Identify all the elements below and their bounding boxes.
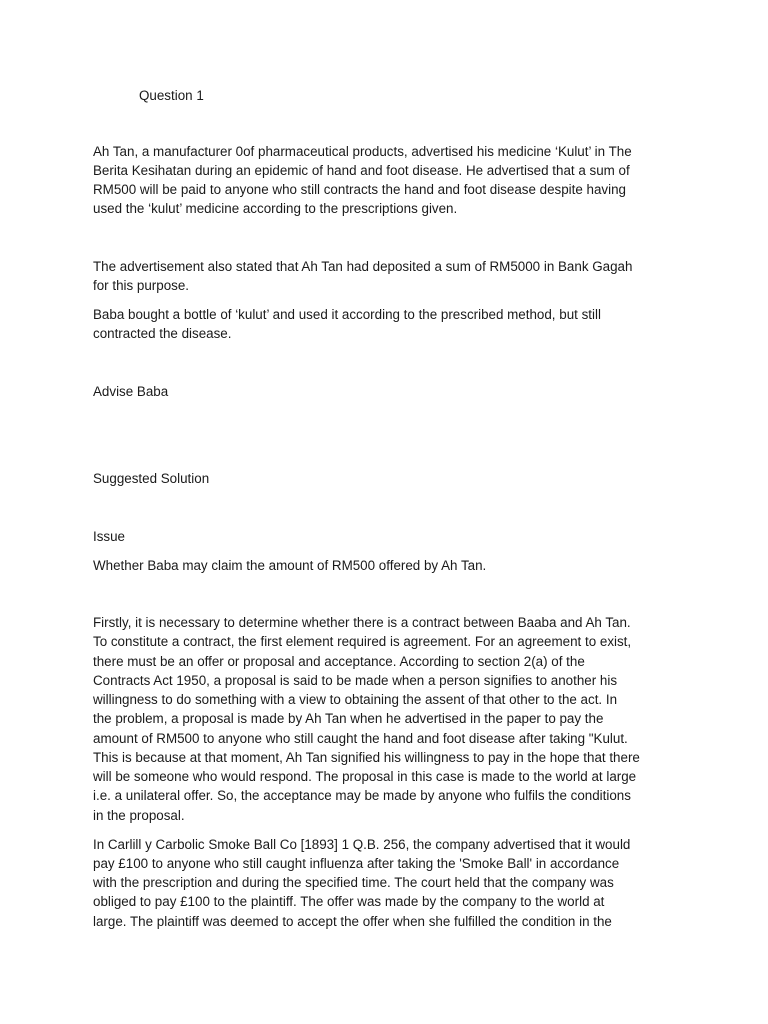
issue-text: Whether Baba may claim the amount of RM500 offered by Ah Tan.	[93, 558, 487, 573]
para2-line: The advertisement also stated that Ah Tan had deposited a sum of RM5000 in Bank Gagah	[93, 259, 633, 274]
para4-line: willingness to do something with a view to obtaining the assent of that other to the act. In	[93, 692, 618, 707]
para5-line: large. The plaintiff was deemed to accept the offer when she fulfilled the condition in the	[93, 914, 612, 929]
question-title: Question 1	[139, 88, 204, 103]
para1-line: used the ‘kulut’ medicine according to the prescriptions given.	[93, 201, 458, 216]
para5-line: In Carlill y Carbolic Smoke Ball Co [1893] 1 Q.B. 256, the company advertised that it would	[93, 837, 631, 852]
para3-line: contracted the disease.	[93, 326, 232, 341]
para4-line: Firstly, it is necessary to determine whether there is a contract between Baaba and Ah Tan.	[93, 615, 631, 630]
advise-text: Advise Baba	[93, 384, 169, 399]
para4-line: This is because at that moment, Ah Tan signified his willingness to pay in the hope that there	[93, 750, 640, 765]
para4-line: will be someone who would respond. The proposal in this case is made to the world at large	[93, 769, 637, 784]
para4-line: Contracts Act 1950, a proposal is said to be made when a person signifies to another his	[93, 673, 618, 688]
para5-line: pay £100 to anyone who still caught influenza after taking the 'Smoke Ball' in accordance	[93, 856, 620, 871]
para4-line: i.e. a unilateral offer. So, the acceptance may be made by anyone who fulfils the conditions	[93, 788, 631, 803]
suggested-solution-heading: Suggested Solution	[93, 471, 210, 486]
para4-line: amount of RM500 to anyone who still caught the hand and foot disease after taking "Kulut.	[93, 731, 628, 746]
para4-line: To constitute a contract, the first element required is agreement. For an agreement to exist,	[93, 634, 632, 649]
para4-line: there must be an offer or proposal and acceptance. According to section 2(a) of the	[93, 654, 585, 669]
para5-line: with the prescription and during the specified time. The court held that the company was	[93, 875, 614, 890]
para1-line: Ah Tan, a manufacturer 0of pharmaceutical products, advertised his medicine ‘Kulut’ in The	[93, 144, 632, 159]
para1-line: Berita Kesihatan during an epidemic of hand and foot disease. He advertised that a sum of	[93, 163, 630, 178]
para5-line: obliged to pay £100 to the plaintiff. The offer was made by the company to the world at	[93, 894, 605, 909]
issue-heading: Issue	[93, 529, 126, 544]
para4-line: in the proposal.	[93, 808, 185, 823]
para2-line: for this purpose.	[93, 278, 190, 293]
para3-line: Baba bought a bottle of ‘kulut’ and used it according to the prescribed method, but still	[93, 307, 601, 322]
para1-line: RM500 will be paid to anyone who still contracts the hand and foot disease despite having	[93, 182, 626, 197]
para4-line: the problem, a proposal is made by Ah Tan when he advertised in the paper to pay the	[93, 711, 604, 726]
